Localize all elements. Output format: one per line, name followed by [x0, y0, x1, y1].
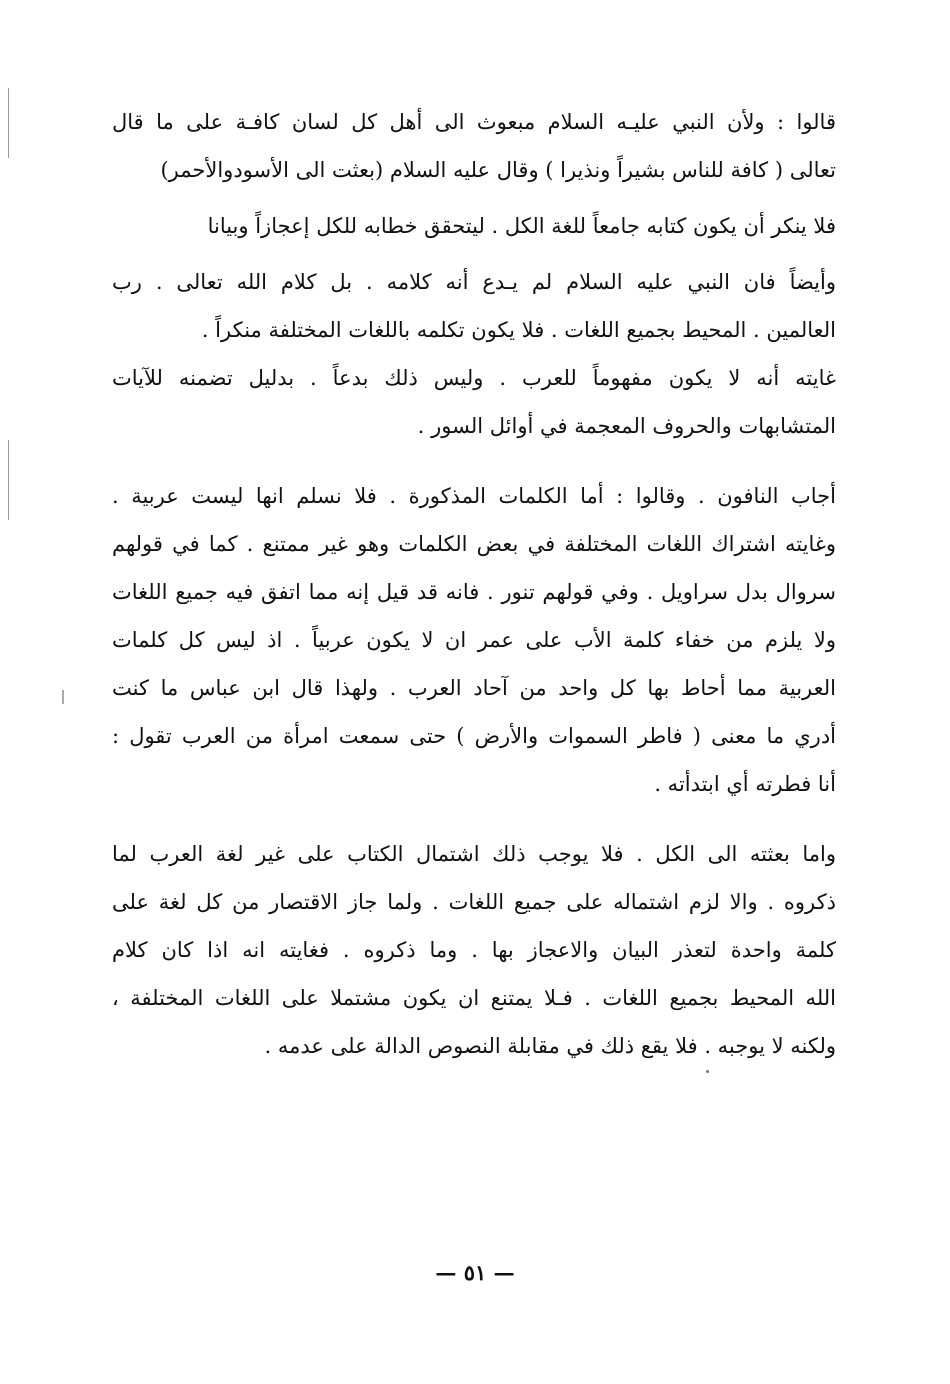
text-line: المتشابهات والحروف المعجمة في أوائل السور . [417, 414, 836, 438]
page-body [112, 98, 836, 1070]
scan-speck [706, 1070, 709, 1073]
text-line: أدري ما معنى ( فاطر السموات والأرض ) حتى سمعت امرأة من العرب تقول : [112, 724, 836, 748]
text-line: الله المحيط بجميع اللغات . فـلا يمتنع ان يكون مشتملا على اللغات المختلفة ، [112, 986, 836, 1010]
text-line: أجاب النافون . وقالوا : أما الكلمات المذكورة . فلا نسلم انها ليست عربية . [112, 484, 836, 508]
paragraph-1 [112, 98, 836, 194]
text-line: سروال بدل سراويل . وفي قولهم تنور . فانه قد قيل إنه مما اتفق فيه جميع اللغات [112, 580, 836, 604]
text-line: وغايته اشتراك اللغات المختلفة في بعض الكلمات وهو غير ممتنع . كما في قولهم [112, 532, 836, 556]
text-line: ولكنه لا يوجبه . فلا يقع ذلك في مقابلة النصوص الدالة على عدمه . [264, 1034, 836, 1058]
paragraph-4 [112, 472, 836, 808]
text-line: ولا يلزم من خفاء كلمة الأب على عمر ان لا يكون عربياً . اذ ليس كل كلمات [112, 628, 836, 652]
text-line: كلمة واحدة لتعذر البيان والاعجاز بها . وما ذكروه . فغايته انه اذا كان كلام [112, 938, 836, 962]
text-line: واما بعثته الى الكل . فلا يوجب ذلك اشتمال الكتاب على غير لغة العرب لما [112, 842, 836, 866]
scan-margin-line [8, 88, 9, 158]
paragraph-5 [112, 830, 836, 1070]
paragraph-3 [112, 258, 836, 450]
text-line: ذكروه . والا لزم اشتماله على جميع اللغات . ولما جاز الاقتصار من كل لغة على [112, 890, 836, 914]
text-line: العربية مما أحاط بها كل واحد من آحاد العرب . ولهذا قال ابن عباس ما كنت [112, 676, 836, 700]
page-number: — ٥١ — [435, 1260, 515, 1285]
text-line: وأيضاً فان النبي عليه السلام لم يـدع أنه كلامه . بل كلام الله تعالى . رب [112, 270, 836, 294]
text-line: العالمين . المحيط بجميع اللغات . فلا يكون تكلمه باللغات المختلفة منكراً . [201, 318, 836, 342]
paragraph-2 [112, 202, 836, 250]
text-line: فلا ينكر أن يكون كتابه جامعاً للغة الكل . ليتحقق خطابه للكل إعجازاً وبيانا [207, 214, 836, 238]
text-line: أنا فطرته أي ابتدأته . [654, 772, 836, 796]
scan-speck [62, 690, 64, 704]
scan-margin-line [8, 440, 9, 520]
text-line: تعالى ( كافة للناس بشيراً ونذيرا ) وقال عليه السلام (بعثت الى الأسودوالأحمر) [160, 158, 836, 182]
text-line: غايته أنه لا يكون مفهوماً للعرب . وليس ذلك بدعاً . بدليل تضمنه للآيات [112, 366, 836, 390]
text-line: قالوا : ولأن النبي عليـه السلام مبعوث الى أهل كل لسان كافـة على ما قال [112, 110, 836, 134]
